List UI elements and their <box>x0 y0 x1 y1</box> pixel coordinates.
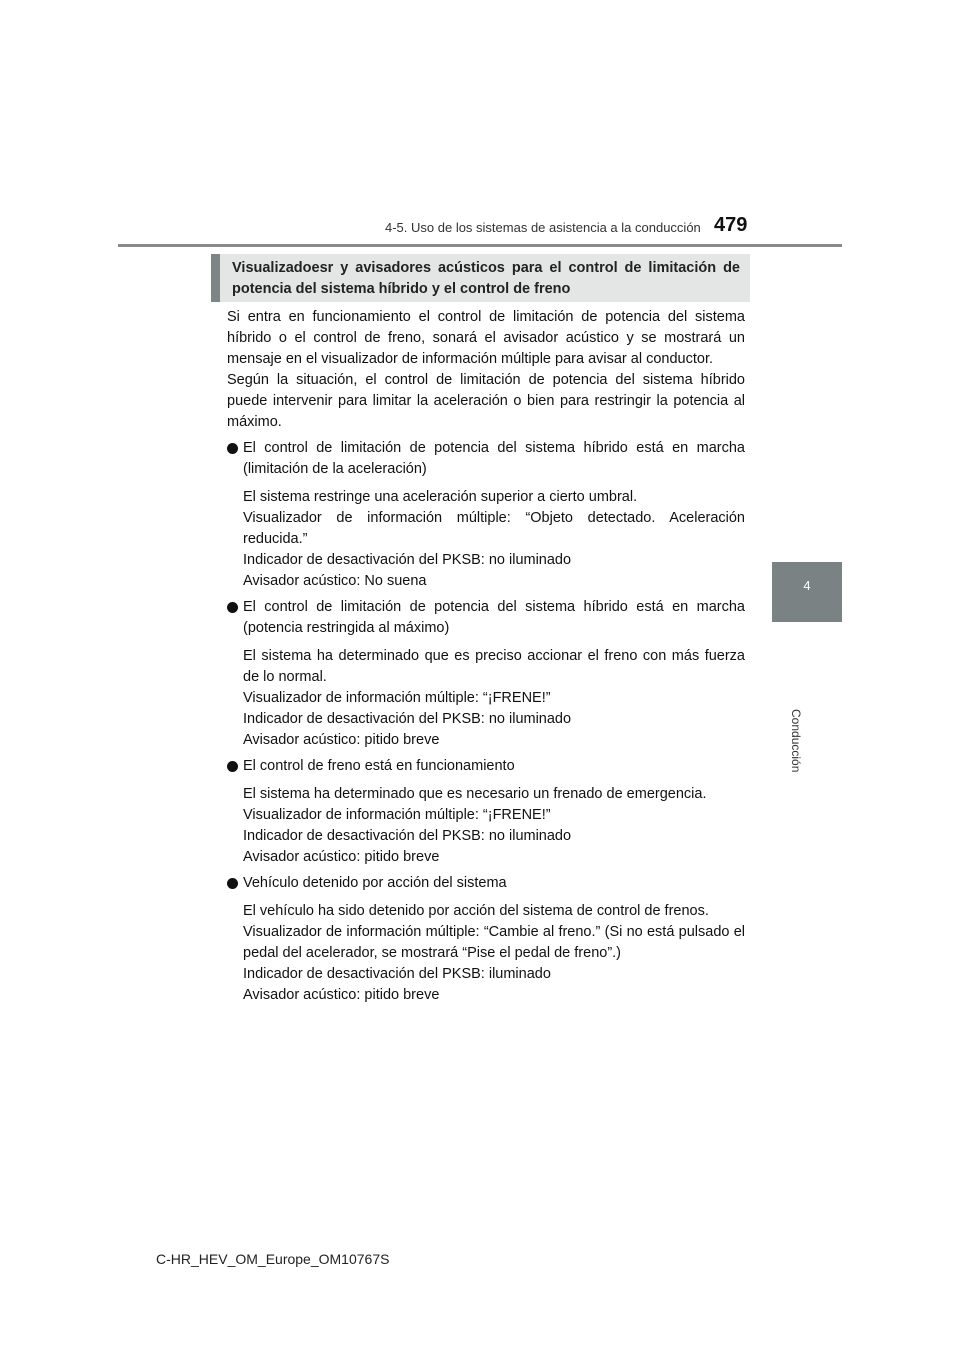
bullet-details <box>227 901 745 1006</box>
bullet-icon <box>227 602 238 613</box>
detail-line: Avisador acústico: No suena <box>243 573 427 589</box>
detail-line: Visualizador de información múltiple: “Objeto detectado. Aceleración reducida.” <box>243 510 745 547</box>
detail-line: Indicador de desactivación del PKSB: no iluminado <box>243 552 572 568</box>
detail-line: Avisador acústico: pitido breve <box>243 849 440 865</box>
section-content <box>227 307 745 1006</box>
detail-line: El sistema restringe una aceleración superior a cierto umbral. <box>243 489 638 505</box>
detail-line: Indicador de desactivación del PKSB: iluminado <box>243 966 551 982</box>
bullet-item <box>227 597 745 639</box>
detail-line: Visualizador de información múltiple: “¡FRENE!” <box>243 807 551 823</box>
bullet-details <box>227 646 745 751</box>
detail-line: Indicador de desactivación del PKSB: no iluminado <box>243 828 572 844</box>
bullet-item <box>227 873 745 894</box>
chapter-label-container <box>787 635 807 773</box>
bullet-details <box>227 784 745 868</box>
bullet-heading: Vehículo detenido por acción del sistema <box>243 875 507 891</box>
chapter-tab <box>772 562 842 622</box>
detail-line: Avisador acústico: pitido breve <box>243 987 440 1003</box>
section-heading-box <box>211 254 750 302</box>
bullet-icon <box>227 878 238 889</box>
bullet-heading: El control de limitación de potencia del sistema híbrido está en marcha (limitación de la aceleración) <box>243 440 745 477</box>
detail-line: El sistema ha determinado que es preciso accionar el freno con más fuerza de lo normal. <box>243 648 745 685</box>
bullet-details <box>227 487 745 592</box>
intro-paragraph: Según la situación, el control de limitación de potencia del sistema híbrido puede intervenir para limitar la aceleración o bien para restringir la potencia al máximo. <box>227 372 745 430</box>
section-title: Visualizadoesr y avisadores acústicos para el control de limitación de potencia del sistema híbrido y el control de freno <box>232 260 740 297</box>
detail-line: El sistema ha determinado que es necesario un frenado de emergencia. <box>243 786 707 802</box>
running-header-section: 4-5. Uso de los sistemas de asistencia a la conducción <box>385 220 701 235</box>
chapter-number: 4 <box>803 578 811 593</box>
document-id: C-HR_HEV_OM_Europe_OM10767S <box>156 1251 390 1267</box>
detail-line: Visualizador de información múltiple: “Cambie al freno.” (Si no está pulsado el pedal del acelerador, se mostrará “Pise el pedal de freno”.) <box>243 924 745 961</box>
detail-line: Visualizador de información múltiple: “¡FRENE!” <box>243 690 551 706</box>
bullet-icon <box>227 443 238 454</box>
bullet-heading: El control de limitación de potencia del sistema híbrido está en marcha (potencia restringida al máximo) <box>243 599 745 636</box>
intro-paragraph: Si entra en funcionamiento el control de limitación de potencia del sistema híbrido o el control de freno, sonará el avisador acústico y se mostrará un mensaje en el visualizador de información múltiple para avisar al conductor. <box>227 309 745 367</box>
chapter-label: Conducción <box>789 709 803 773</box>
detail-line: Avisador acústico: pitido breve <box>243 732 440 748</box>
detail-line: El vehículo ha sido detenido por acción del sistema de control de frenos. <box>243 903 709 919</box>
bullet-item <box>227 438 745 480</box>
detail-line: Indicador de desactivación del PKSB: no iluminado <box>243 711 572 727</box>
bullet-item <box>227 756 745 777</box>
header-divider <box>118 244 842 247</box>
page-number: 479 <box>714 214 748 236</box>
bullet-heading: El control de freno está en funcionamiento <box>243 758 515 774</box>
bullet-icon <box>227 761 238 772</box>
